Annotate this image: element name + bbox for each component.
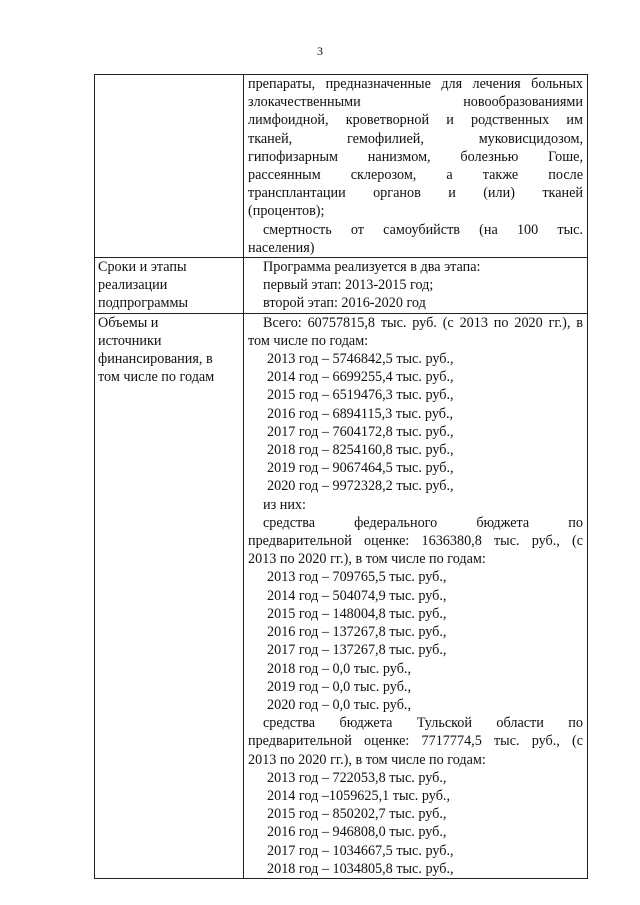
text-line: первый этап: 2013-2015 год; [263, 277, 434, 294]
text-line: Всего: 60757815,8 тыс. руб. (с 2013 по 2020 гг.), в [263, 314, 583, 331]
text-line: 2016 год – 137267,8 тыс. руб., [267, 624, 447, 641]
text-line: 2015 год – 148004,8 тыс. руб., [267, 605, 447, 622]
text-line: предварительной оценке: 1636380,8 тыс. руб., (с [248, 533, 583, 550]
text-line: 2018 год – 8254160,8 тыс. руб., [267, 442, 454, 459]
text-line: 2013 год – 5746842,5 тыс. руб., [267, 351, 454, 368]
text-line: 2020 год – 0,0 тыс. руб., [267, 696, 412, 713]
text-line: 2014 год – 6699255,4 тыс. руб., [267, 369, 454, 386]
table-row-stages [95, 258, 588, 314]
row-value-cell [244, 313, 588, 878]
text-line: предварительной оценке: 7717774,5 тыс. руб., (с [248, 733, 583, 750]
text-line: Сроки и этапы [98, 259, 187, 276]
text-line: финансирования, в [98, 351, 213, 368]
text-line: Объемы и [98, 314, 159, 331]
row-label-cell [95, 258, 244, 314]
text-line: трансплантации органов и (или) тканей [248, 185, 583, 202]
text-line: гипофизарным нанизмом, болезнью Гоше, [248, 148, 583, 165]
text-line: том числе по годам: [248, 332, 369, 349]
text-line: 2016 год – 946808,0 тыс. руб., [267, 824, 447, 841]
text-line: реализации [98, 277, 168, 294]
text-line: из них: [263, 496, 306, 513]
text-line: населения) [248, 239, 315, 256]
text-line: тканей, гемофилией, муковисцидозом, [248, 130, 583, 147]
text-line: 2018 год – 1034805,8 тыс. руб., [267, 860, 454, 877]
text-line: рассеянным склерозом, а также после [248, 167, 583, 184]
text-line: 2013 по 2020 гг.), в том числе по годам: [248, 751, 486, 768]
row-value-cell [244, 258, 588, 314]
row-label-cell [95, 313, 244, 878]
text-line: 2017 год – 137267,8 тыс. руб., [267, 642, 447, 659]
table-row-funding [95, 313, 588, 878]
text-line: 2014 год – 504074,9 тыс. руб., [267, 587, 447, 604]
program-passport-table [94, 74, 588, 879]
text-line: 2016 год – 6894115,3 тыс. руб., [267, 405, 454, 422]
text-line: злокачественными новообразованиями [248, 94, 583, 111]
text-line: 2015 год – 6519476,3 тыс. руб., [267, 387, 454, 404]
text-line: 2015 год – 850202,7 тыс. руб., [267, 806, 447, 823]
row-value-cell [244, 75, 588, 258]
text-line: подпрограммы [98, 295, 188, 312]
text-line: том числе по годам [98, 369, 215, 386]
text-line: лимфоидной, кроветворной и родственных им [248, 112, 583, 129]
text-line: 2014 год –1059625,1 тыс. руб., [267, 787, 451, 804]
text-line: Программа реализуется в два этапа: [263, 259, 481, 276]
table-row-continuation [95, 75, 588, 258]
text-line: смертность от самоубийств (на 100 тыс. [263, 221, 583, 238]
text-line: препараты, предназначенные для лечения больных [248, 76, 583, 92]
text-line: 2013 год – 722053,8 тыс. руб., [267, 769, 447, 786]
text-line: 2017 год – 1034667,5 тыс. руб., [267, 842, 454, 859]
text-line: 2013 год – 709765,5 тыс. руб., [267, 569, 447, 586]
text-line: средства бюджета Тульской области по [263, 715, 583, 732]
text-line: 2019 год – 9067464,5 тыс. руб., [267, 460, 454, 477]
text-line: средства федерального бюджета по [263, 514, 583, 531]
text-line: источники [98, 332, 162, 349]
page-number: 3 [317, 44, 323, 58]
text-line: 2018 год – 0,0 тыс. руб., [267, 660, 412, 677]
text-line: 2013 по 2020 гг.), в том числе по годам: [248, 551, 486, 568]
text-line: 2017 год – 7604172,8 тыс. руб., [267, 423, 454, 440]
text-line: (процентов); [248, 203, 325, 220]
row-label-cell [95, 75, 244, 258]
text-line: 2020 год – 9972328,2 тыс. руб., [267, 478, 454, 495]
text-line: второй этап: 2016-2020 год [263, 295, 426, 312]
text-line: 2019 год – 0,0 тыс. руб., [267, 678, 412, 695]
